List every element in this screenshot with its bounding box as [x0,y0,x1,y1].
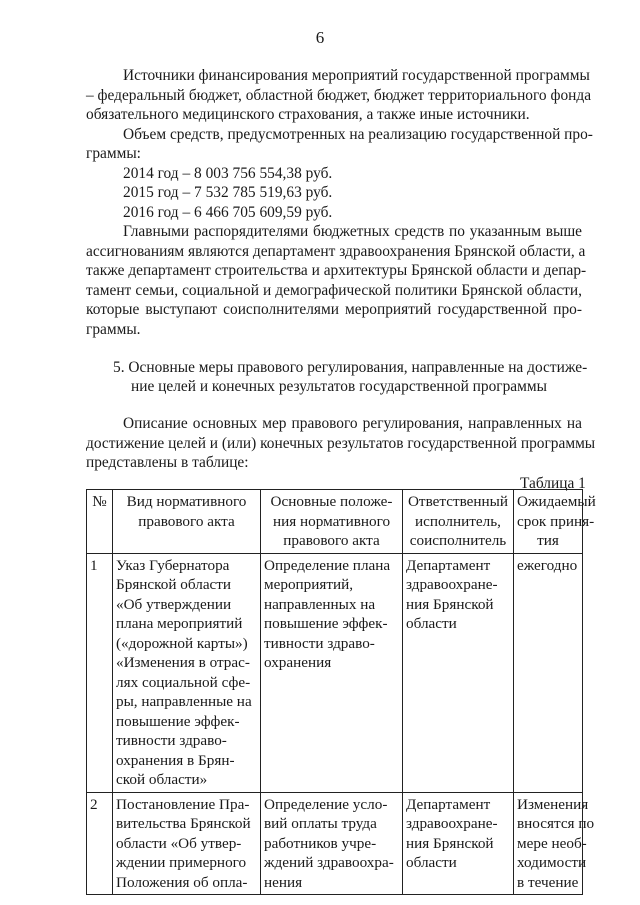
cell-line: лях социальной сфе- [116,673,251,691]
funding-year-2016: 2016 год – 6 466 705 609,59 руб. [123,204,333,221]
header-executor-line: исполнитель, [415,512,501,530]
cell-line: ния Брянской [406,595,494,613]
section5-intro-line-3: представлены в таблице: [86,454,249,471]
funding-p3-line-5: которые выступают соисполнителями мероприятий государственной про- [86,301,582,318]
cell-line: вительства Брянской [116,815,251,832]
cell-line: области [406,854,457,871]
cell-line: плана мероприятий [116,615,243,632]
cell-line: направленных на [264,595,376,613]
cell-line: Брянской области [116,576,232,593]
cell-line: работников учре- [264,834,377,852]
row-2-provisions [261,792,403,895]
table-row [87,553,583,792]
legal-measures-table [86,489,596,895]
header-num [87,490,113,554]
cell-line: вий оплаты труда [264,815,377,832]
cell-line: здравоохране- [406,815,498,832]
table-caption: Таблица 1 [520,475,586,492]
cell-line: ходимости [517,854,587,871]
cell-line: ской области» [116,771,208,788]
funding-p3-line-2: ассигнованиям являются департамент здравоохранения Брянской области, а [86,243,586,260]
cell-line: охранения [264,654,332,671]
cell-line: повышение эффек- [264,615,388,632]
funding-year-2014: 2014 год – 8 003 756 554,38 руб. [123,165,333,182]
section5-intro-line-2: достижение целей и (или) конечных результатов государственной программы [86,435,596,452]
funding-p3-line-3: также департамент строительства и архитектуры Брянской области и депар- [86,262,587,279]
section5-intro-line-1: Описание основных мер правового регулирования, направленных на [123,415,582,432]
cell-line: в течение [517,873,579,891]
cell-line: вносятся по [517,815,595,832]
cell-line: здравоохране- [406,576,498,593]
table-row [87,792,583,895]
cell-line: Указ Губернатора [116,556,230,574]
header-executor-line: Ответственный [407,493,509,510]
header-term-line: тия [537,532,559,549]
page-number: 6 [315,28,325,47]
cell-line: повышение эффек- [116,712,240,730]
header-act-type-line: Вид нормативного [126,493,247,510]
header-term-line: Ожидаемый [517,493,596,510]
row-2-num [87,792,113,895]
row-1-provisions [261,553,403,792]
header-provisions-line: правового акта [283,532,380,549]
cell-line: Определение усло- [264,795,388,813]
cell-line: ждений здравоохра- [264,854,394,871]
funding-p2-line-1: Объем средств, предусмотренных на реализацию государственной про- [123,126,593,143]
row-1-num [87,553,113,792]
cell-line: охранения в Брян- [116,751,235,769]
cell-line: Постановление Пра- [116,795,250,813]
funding-p3-line-6: граммы. [86,321,141,338]
cell-line: мероприятий, [264,576,354,593]
cell-line: ежегодно [517,556,578,574]
funding-p3-line-4: тамент семьи, социальной и демографической политики Брянской области, [86,282,582,299]
header-term-line: срок приня- [517,512,595,530]
cell-line: «Изменения в отрас- [116,654,250,671]
header-provisions-line: Основные положе- [270,493,393,510]
cell-line: мере необ- [517,834,587,852]
header-executor-line: соисполнитель [409,532,507,549]
row-2-act [113,792,261,895]
row-2-term [514,792,595,895]
row-num-text: 2 [90,795,98,813]
cell-line: тивности здраво- [116,732,227,749]
funding-p2-line-2: граммы: [86,145,141,162]
cell-line: нения [264,873,303,891]
section5-heading-line-1: 5. Основные меры правового регулирования, направленные на достиже- [113,359,588,376]
header-executor [403,490,514,554]
cell-line: ры, направленные на [116,693,252,710]
row-1-term [514,553,583,792]
funding-p1-line-3: обязательного медицинского страхования, а также иные источники. [86,106,530,123]
cell-line: тивности здраво- [264,634,375,652]
funding-p1-line-1: Источники финансирования мероприятий государственной программы [123,67,590,84]
row-2-executor [403,792,514,895]
cell-line: Определение плана [264,556,391,574]
row-1-act [113,553,261,792]
cell-line: Изменения [517,795,589,813]
funding-p3-line-1: Главными распорядителями бюджетных средств по указанным выше [123,223,582,240]
header-num-text: № [92,493,107,510]
row-1-executor [403,553,514,792]
funding-p1-line-2: – федеральный бюджет, областной бюджет, бюджет территориального фонда [86,87,592,104]
cell-line: Положения об опла- [116,873,248,891]
table-header-row [87,490,583,554]
section5-heading-line-2: ние целей и конечных результатов государственной программы [131,378,547,395]
header-term [514,490,596,554]
cell-line: «Об утверждении [116,595,232,613]
cell-line: ждении примерного [116,854,247,871]
cell-line: Департамент [406,556,491,574]
header-provisions-line: ния нормативного [272,512,391,530]
funding-year-2015: 2015 год – 7 532 785 519,63 руб. [123,184,333,201]
cell-line: области [406,615,457,632]
cell-line: Департамент [406,795,491,813]
header-act-type-line: правового акта [138,512,235,530]
cell-line: («дорожной карты») [116,634,248,652]
row-num-text: 1 [90,556,98,574]
cell-line: области «Об утвер- [116,834,242,852]
header-provisions [261,490,403,554]
header-act-type [113,490,261,554]
cell-line: ния Брянской [406,834,494,852]
